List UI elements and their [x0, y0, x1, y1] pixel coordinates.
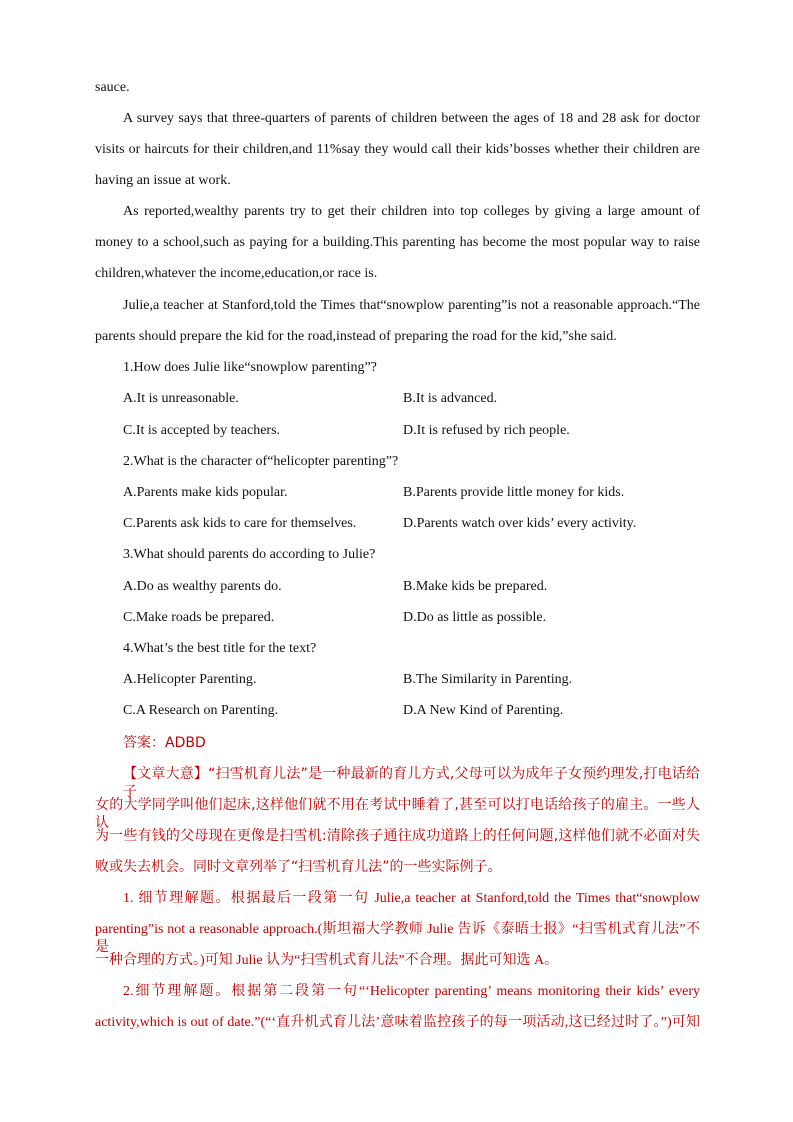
passage-line: As reported,wealthy parents try to get their children into top colleges by giving a large amount of — [123, 204, 700, 219]
summary-line: 【文章大意】“扫雪机育儿法”是一种最新的育儿方式,父母可以为成年子女预约理发,打电话给子 — [123, 766, 700, 800]
option-b: B.Make kids be prepared. — [403, 579, 548, 594]
question-stem: 1.How does Julie like“snowplow parenting”? — [123, 360, 377, 375]
passage-line: visits or haircuts for their children,and 11%say they would call their kids’bosses whether their children are — [95, 142, 700, 157]
passage-line: children,whatever the income,education,or race is. — [95, 266, 378, 281]
option-a: A.It is unreasonable. — [123, 391, 239, 406]
question-stem: 2.What is the character of“helicopter parenting”? — [123, 454, 399, 469]
explanation-line: parenting”is not a reasonable approach.(斯坦福大学教师 Julie 告诉《泰晤士报》“扫雪机式育儿法”不是 — [95, 922, 700, 955]
option-d: D.It is refused by rich people. — [403, 423, 570, 438]
option-c: C.A Research on Parenting. — [123, 703, 279, 718]
summary-line: 女的大学同学叫他们起床,这样他们就不用在考试中睡着了,甚至可以打电话给孩子的雇主。一些人认 — [95, 797, 700, 831]
option-c: C.Make roads be prepared. — [123, 610, 275, 625]
passage-line: Julie,a teacher at Stanford,told the Times that“snowplow parenting”is not a reasonable approach.“The — [123, 298, 700, 313]
summary-line: 败或失去机会。同时文章列举了“扫雪机育儿法”的一些实际例子。 — [95, 859, 502, 875]
summary-line: 为一些有钱的父母现在更像是扫雪机:清除孩子通往成功道路上的任何问题,这样他们就不必面对失 — [95, 828, 700, 844]
option-d: D.Do as little as possible. — [403, 610, 547, 625]
option-a: A.Helicopter Parenting. — [123, 672, 257, 687]
explanation-line: 2.细节理解题。根据第二段第一句“‘Helicopter parenting’ means monitoring their kids’ every — [123, 984, 700, 999]
passage-line: parents should prepare the kid for the road,instead of preparing the road for the kid,”she said. — [95, 329, 617, 344]
option-a: A.Parents make kids popular. — [123, 485, 288, 500]
question-stem: 4.What’s the best title for the text? — [123, 641, 317, 656]
option-d: D.Parents watch over kids’ every activity. — [403, 516, 637, 531]
option-d: D.A New Kind of Parenting. — [403, 703, 564, 718]
passage-line: A survey says that three-quarters of parents of children between the ages of 18 and 28 ask for doctor — [123, 111, 700, 126]
explanation-line: 1. 细节理解题。根据最后一段第一句 Julie,a teacher at Stanford,told the Times that“snowplow — [123, 891, 700, 906]
option-c: C.It is accepted by teachers. — [123, 423, 281, 438]
option-b: B.It is advanced. — [403, 391, 498, 406]
option-c: C.Parents ask kids to care for themselves. — [123, 516, 357, 531]
explanation-line: 一种合理的方式。)可知 Julie 认为“扫雪机式育儿法”不合理。据此可知选 A。 — [95, 953, 559, 968]
explanation-line: activity,which is out of date.”(“‘直升机式育儿法’意味着监控孩子的每一项活动,这已经过时了。”)可知 — [95, 1015, 700, 1030]
passage-line: sauce. — [95, 80, 130, 95]
option-b: B.The Similarity in Parenting. — [403, 672, 573, 687]
option-a: A.Do as wealthy parents do. — [123, 579, 282, 594]
answer-key: 答案：ADBD — [123, 735, 206, 751]
passage-line: having an issue at work. — [95, 173, 231, 188]
option-b: B.Parents provide little money for kids. — [403, 485, 625, 500]
question-stem: 3.What should parents do according to Julie? — [123, 547, 376, 562]
passage-line: money to a school,such as paying for a building.This parenting has become the most popular way to raise — [95, 235, 700, 250]
